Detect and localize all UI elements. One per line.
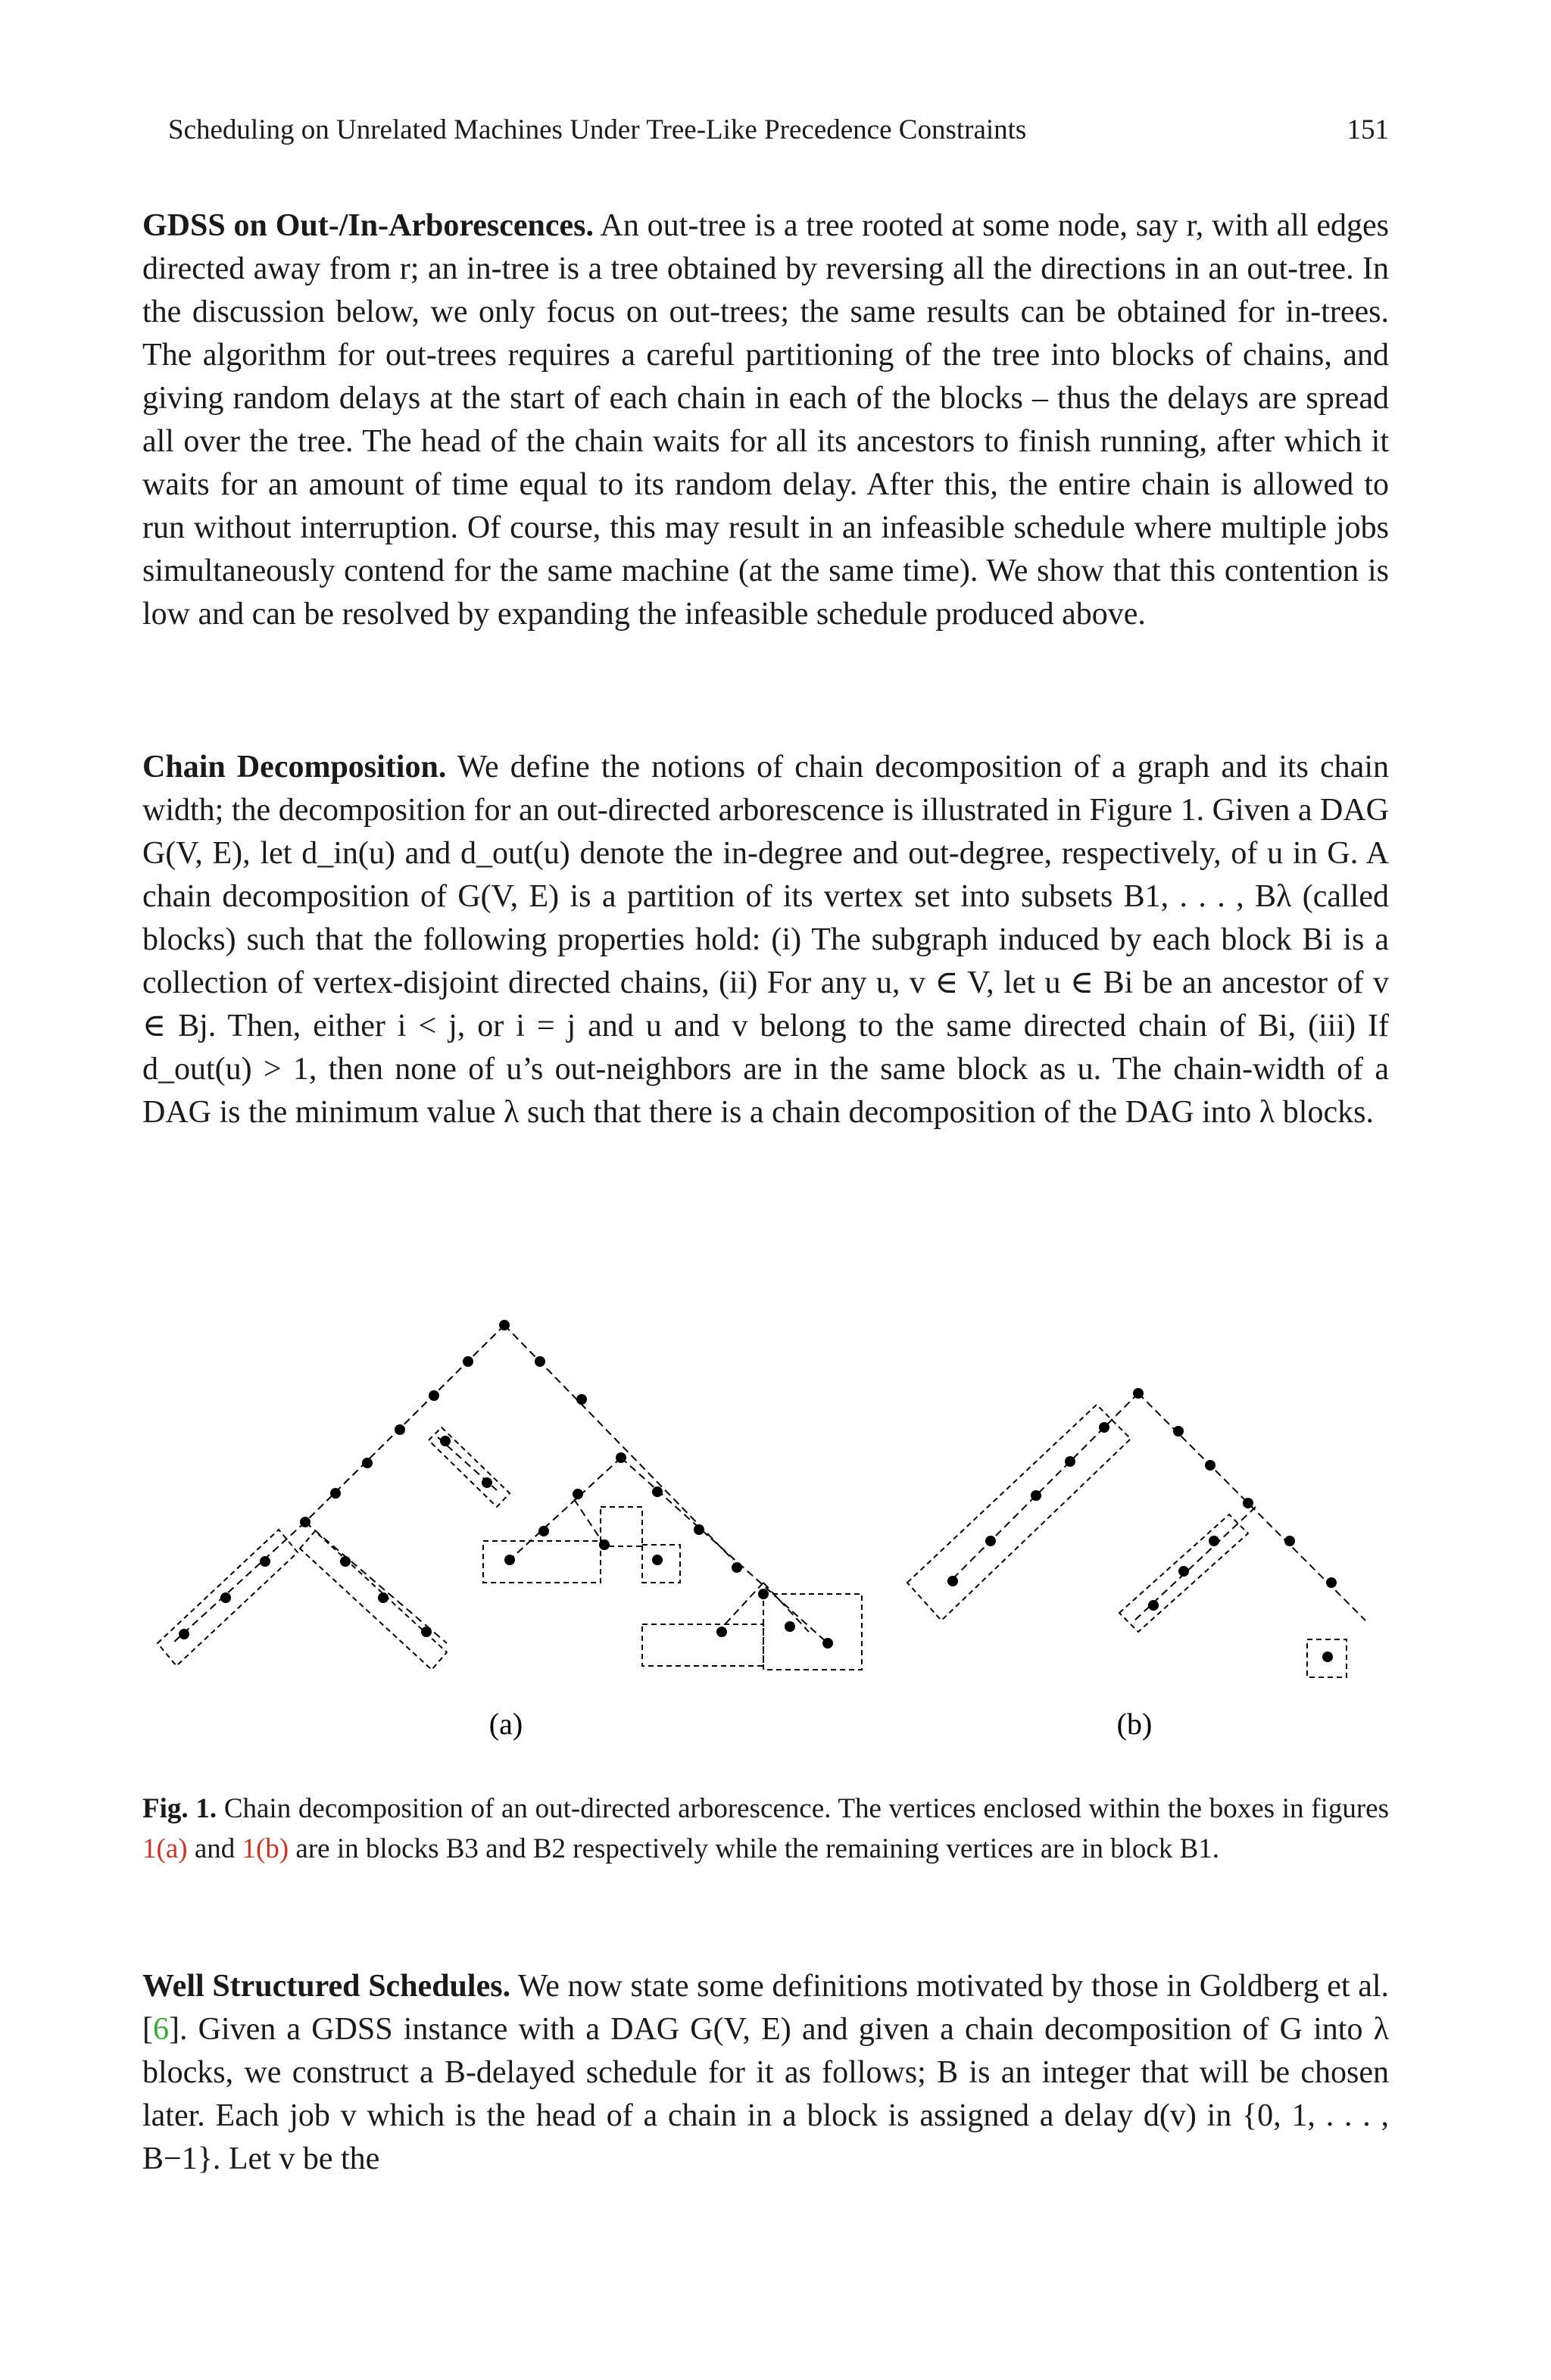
- figure-1-diagram: [142, 1295, 1389, 1749]
- figure-caption: [142, 1789, 1389, 1869]
- figure-1: [142, 1295, 1389, 1749]
- running-title: Scheduling on Unrelated Machines Under Tree-Like Precedence Constraints: [168, 114, 1027, 145]
- tree-a-boxes: [158, 1427, 862, 1670]
- well-body-2: ]. Given a GDSS instance with a DAG G(V, E) and given a chain decomposition of G into λ blocks, we construct a B-delayed schedule for it as follows; B is an integer that will be chosen later. Each job v which is the head of a chain in a block is assigned a delay d(v) in {0, 1, . . . , B−1}. Let v be the: [142, 2012, 1389, 2176]
- well-body-1: We now state some definitions motivated by those in Goldberg et al. [: [142, 1969, 1390, 2047]
- tree-b: [949, 1393, 1365, 1620]
- caption-text-2: and: [194, 1833, 236, 1864]
- gdss-paragraph: [142, 204, 1389, 636]
- chain-heading: Chain Decomposition.: [142, 750, 447, 784]
- ref-fig-1a-link[interactable]: 1(a): [142, 1833, 188, 1864]
- subfigure-label-a: (a): [488, 1707, 523, 1741]
- gdss-heading: GDSS on Out-/In-Arborescences.: [142, 208, 594, 243]
- tree-b-boxes: [907, 1405, 1347, 1677]
- ref-fig-1b-link[interactable]: 1(b): [242, 1833, 289, 1864]
- caption-text-1: Chain decomposition of an out-directed arborescence. The vertices enclosed within the boxes in figures: [223, 1793, 1389, 1824]
- chain-body: We define the notions of chain decomposition of a graph and its chain width; the decomposition for an out-directed arborescence is illustrated in Figure 1. Given a DAG G(V, E), let d_in(u) and d_out(u) denote the in-degree and out-degree, respectively, of u in G. A chain decomposition of G(V, E) is a partition of its vertex set into subsets B1, . . . , Bλ (called blocks) such that the following properties hold: (i) The subgraph induced by each block Bi is a collection of vertex-disjoint directed chains, (ii) For any u, v ∈ V, let u ∈ Bi be an ancestor of v ∈ Bj. Then, either i < j, or i = j and u and v belong to the same directed chain of Bi, (iii) If d_out(u) > 1, then none of u’s out-neighbors are in the same block as u. The chain-width of a DAG is the minimum value λ such that there is a chain decomposition of the DAG into λ blocks.: [142, 750, 1389, 1130]
- well-heading: Well Structured Schedules.: [142, 1969, 511, 2004]
- chain-paragraph: [142, 746, 1389, 1134]
- tree-a: [173, 1325, 828, 1643]
- caption-text-3: are in blocks B3 and B2 respectively while the remaining vertices are in block B1.: [295, 1833, 1220, 1864]
- tree-a-nodes: [179, 1320, 833, 1649]
- citation-6-link[interactable]: 6: [153, 2012, 169, 2047]
- gdss-body: An out-tree is a tree rooted at some node, say r, with all edges directed away from r; an in-tree is a tree obtained by reversing all the directions in an out-tree. In the discussion below, we only focus on out-trees; the same results can be obtained for in-trees. The algorithm for out-trees requires a careful partitioning of the tree into blocks of chains, and giving random delays at the start of each chain in each of the blocks – thus the delays are spread all over the tree. The head of the chain waits for all its ancestors to finish running, after which it waits for an amount of time equal to its random delay. After this, the entire chain is allowed to run without interruption. Of course, this may result in an infeasible schedule where multiple jobs simultaneously contend for the same machine (at the same time). We show that this contention is low and can be resolved by expanding the infeasible schedule produced above.: [142, 208, 1390, 632]
- subfigure-label-b: (b): [1116, 1707, 1153, 1741]
- caption-label: Fig. 1.: [142, 1793, 217, 1824]
- running-head: [168, 114, 1389, 146]
- page-number: 151: [1347, 114, 1389, 145]
- well-structured-paragraph: [142, 1965, 1389, 2181]
